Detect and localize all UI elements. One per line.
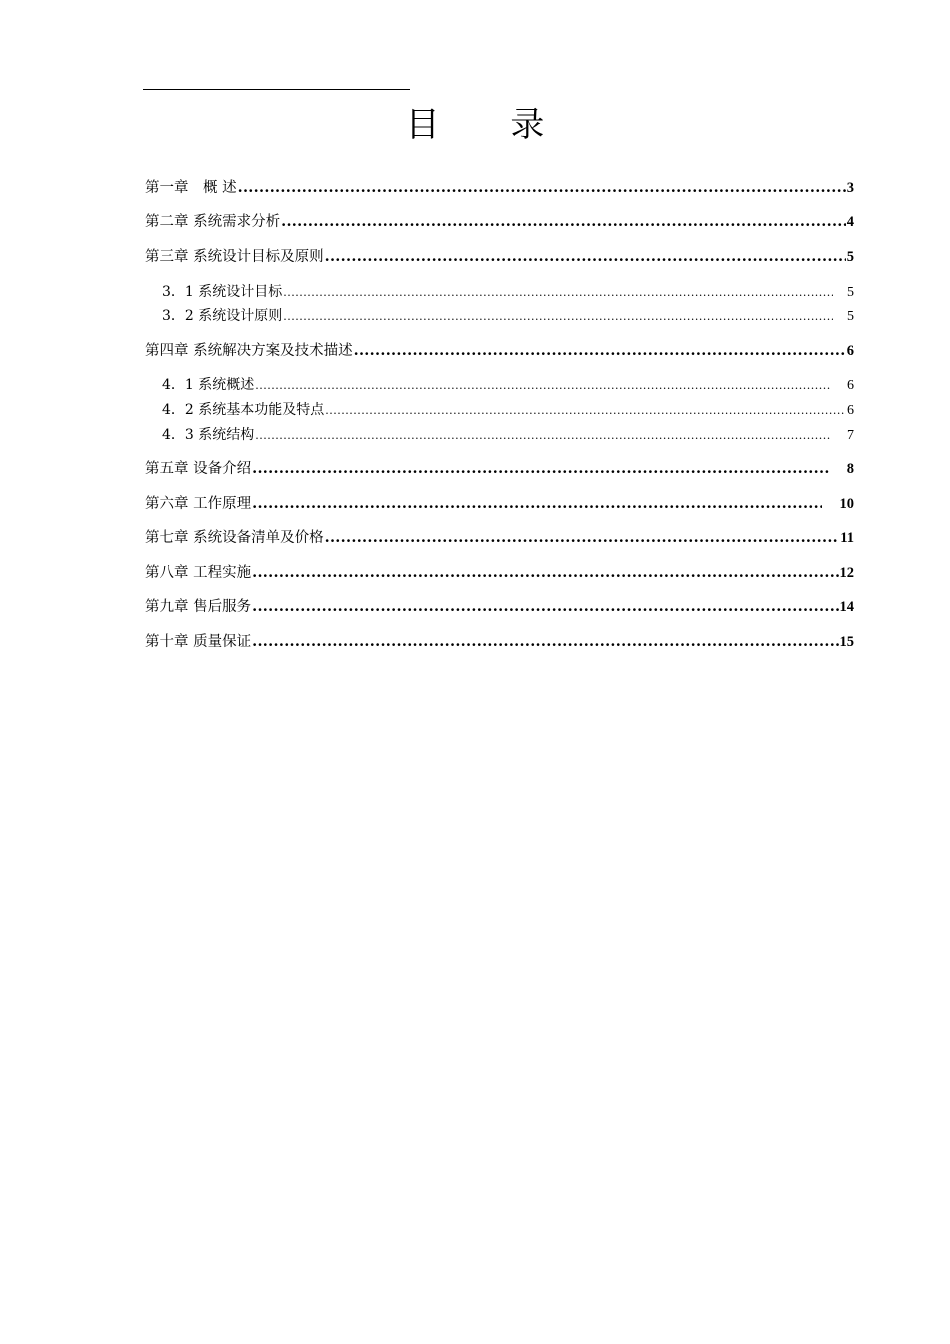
toc-entry-label: 4．3 系统结构 [162,427,255,443]
toc-entry-label: 第七章 系统设备清单及价格 [145,530,324,546]
toc-entry-page: 12 [839,565,854,581]
toc-entry-chapter-1[interactable] [145,178,854,198]
toc-leader-dots [325,528,840,548]
toc-entry-page: 14 [839,599,854,615]
toc-entry-section-4-3[interactable] [162,425,854,445]
toc-entry-page: 5 [847,309,854,324]
toc-entry-page: 7 [847,428,854,443]
toc-entry-label: 3．1 系统设计目标 [162,284,283,300]
toc-entry-label: 3．2 系统设计原则 [162,308,283,324]
toc-leader-dots [354,341,846,361]
toc-entry-label: 第二章 系统需求分析 [145,214,281,230]
toc-leader-dots [255,375,831,396]
toc-entry-label: 4．1 系统概述 [162,377,255,393]
toc-entry-page: 5 [846,249,854,265]
toc-leader-dots [281,212,846,232]
toc-leader-dots [283,306,833,327]
toc-leader-dots [252,494,821,514]
toc-title: 目 录 [405,105,575,145]
toc-entry-section-3-2[interactable] [162,306,854,326]
toc-leader-dots [325,400,846,421]
toc-entry-label: 第三章 系统设计目标及原则 [145,249,324,265]
toc-entry-section-3-1[interactable] [162,282,854,302]
toc-entry-label: 第一章 概 述 [145,180,237,196]
toc-entry-page: 8 [846,461,854,477]
toc-leader-dots [238,178,846,198]
toc-leader-dots [252,563,838,583]
toc-entry-label: 第九章 售后服务 [145,599,252,615]
toc-leader-dots [252,597,838,617]
toc-entry-label: 第十章 质量保证 [145,634,252,650]
toc-entry-chapter-3[interactable] [145,247,854,267]
toc-entry-chapter-2[interactable] [145,212,854,232]
toc-entry-chapter-4[interactable] [145,341,854,361]
header-rule [143,89,410,90]
toc-entry-page: 15 [839,634,854,650]
toc-entry-page: 3 [846,180,854,196]
toc-entry-label: 4．2 系统基本功能及特点 [162,402,325,418]
toc-entry-page: 5 [847,285,854,300]
toc-leader-dots [252,459,829,479]
toc-entry-page: 6 [847,403,854,418]
toc-leader-dots [283,282,833,303]
toc-leader-dots [325,247,846,267]
toc-leader-dots [255,425,831,446]
toc-entry-page: 6 [847,378,854,393]
toc-entry-label: 第六章 工作原理 [145,496,252,512]
toc-entry-section-4-1[interactable] [162,375,854,395]
toc-entry-page: 4 [846,214,854,230]
toc-entry-label: 第五章 设备介绍 [145,461,252,477]
toc-entry-chapter-5[interactable] [145,459,854,479]
toc-entry-page: 10 [839,496,854,512]
toc-entry-page: 6 [846,343,854,359]
toc-entry-chapter-9[interactable] [145,597,854,617]
toc-entry-chapter-6[interactable] [145,494,854,514]
toc-entry-chapter-7[interactable] [145,528,854,548]
toc-entry-page: 11 [840,530,854,546]
toc-entry-label: 第八章 工程实施 [145,565,252,581]
toc-entry-section-4-2[interactable] [162,400,854,420]
toc-entry-chapter-8[interactable] [145,563,854,583]
toc-entry-chapter-10[interactable] [145,632,854,652]
toc-leader-dots [252,632,838,652]
toc-entry-label: 第四章 系统解决方案及技术描述 [145,343,353,359]
